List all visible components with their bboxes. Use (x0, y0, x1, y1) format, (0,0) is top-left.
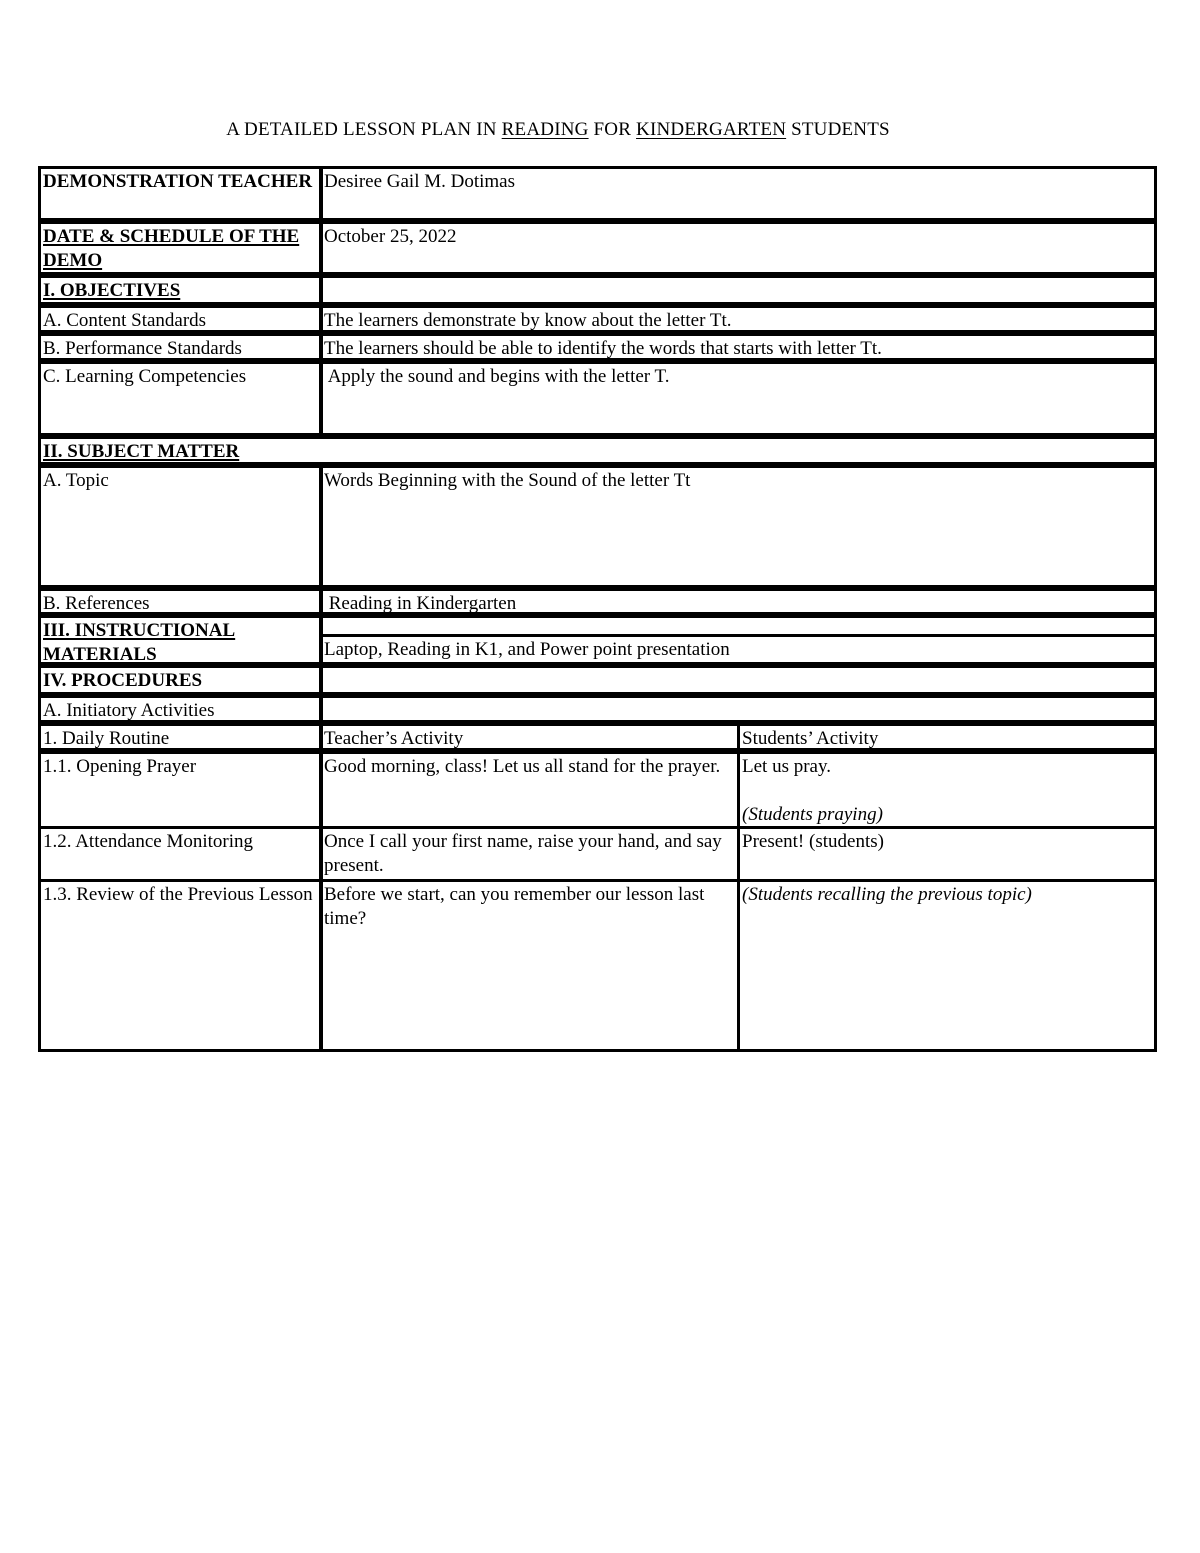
opening-prayer-label-cell (38, 751, 323, 829)
references-value-cell (319, 588, 1157, 615)
title-level: KINDERGARTEN (636, 119, 787, 140)
objectives-empty-cell (319, 275, 1157, 305)
date-label-cell (38, 221, 323, 275)
procedures-empty-cell (319, 665, 1157, 695)
review-student-cell (737, 879, 1157, 1052)
initiatory-empty-cell (319, 695, 1157, 723)
daily-routine-label-cell (38, 723, 323, 751)
opening-prayer-student-cell (737, 751, 1157, 829)
opening-prayer-teacher-cell (319, 751, 740, 829)
teacher-activity-header-cell (319, 723, 740, 751)
attendance-student-cell (737, 826, 1157, 882)
opening-prayer-student-text: Let us pray. (742, 756, 831, 777)
materials-heading: III. INSTRUCTIONAL MATERIALS (43, 620, 236, 665)
review-student-note: (Students recalling the previous topic) (742, 884, 1032, 905)
title-subject: READING (501, 119, 589, 140)
topic-label: A. Topic (43, 470, 109, 491)
opening-prayer-teacher-text: Good morning, class! Let us all stand for the prayer. (324, 756, 721, 777)
teacher-label-cell (38, 166, 323, 221)
review-teacher-text: Before we start, can you remember our lesson last time? (324, 884, 705, 929)
content-standards-label: A. Content Standards (43, 310, 207, 331)
review-teacher-cell (319, 879, 740, 1052)
teacher-value-cell (319, 166, 1157, 221)
teacher-value: Desiree Gail M. Dotimas (324, 171, 516, 192)
review-label-cell (38, 879, 323, 1052)
performance-standards-value: The learners should be able to identify the words that starts with letter Tt. (324, 338, 882, 359)
date-label: DATE & SCHEDULE OF THE DEMO (43, 226, 300, 271)
review-label: 1.3. Review of the Previous Lesson (43, 884, 313, 905)
materials-heading-cell (38, 615, 323, 665)
subject-matter-heading: II. SUBJECT MATTER (43, 441, 240, 462)
attendance-teacher-text: Once I call your first name, raise your hand, and say present. (324, 831, 722, 876)
content-standards-label-cell (38, 305, 323, 333)
competencies-label-cell (38, 361, 323, 436)
performance-standards-value-cell (319, 333, 1157, 361)
references-label-cell (38, 588, 323, 615)
topic-value: Words Beginning with the Sound of the letter Tt (324, 470, 691, 491)
attendance-label-cell (38, 826, 323, 882)
materials-value: Laptop, Reading in K1, and Power point presentation (324, 639, 730, 660)
competencies-label: C. Learning Competencies (43, 366, 247, 387)
content-standards-value: The learners demonstrate by know about the letter Tt. (324, 310, 732, 331)
topic-value-cell (319, 465, 1157, 588)
attendance-student-text: Present! (students) (742, 831, 884, 852)
references-label: B. References (43, 593, 150, 614)
attendance-label: 1.2. Attendance Monitoring (43, 831, 254, 852)
performance-standards-label: B. Performance Standards (43, 338, 242, 359)
subject-matter-heading-cell (38, 436, 1157, 465)
teacher-label: DEMONSTRATION TEACHER (43, 171, 313, 192)
competencies-value: Apply the sound and begins with the letter T. (324, 366, 670, 387)
references-value: Reading in Kindergarten (324, 593, 517, 614)
title-prefix: A DETAILED LESSON PLAN IN (226, 119, 502, 140)
students-activity-header-cell (737, 723, 1157, 751)
teacher-activity-header: Teacher’s Activity (324, 728, 464, 749)
title-middle: FOR (588, 119, 637, 140)
content-standards-value-cell (319, 305, 1157, 333)
date-value: October 25, 2022 (324, 226, 457, 247)
competencies-value-cell (319, 361, 1157, 436)
procedures-heading-cell (38, 665, 323, 695)
students-activity-header: Students’ Activity (742, 728, 879, 749)
materials-value-cell (319, 634, 1157, 665)
attendance-teacher-cell (319, 826, 740, 882)
initiatory-label: A. Initiatory Activities (43, 700, 215, 721)
daily-routine-label: 1. Daily Routine (43, 728, 170, 749)
initiatory-label-cell (38, 695, 323, 723)
performance-standards-label-cell (38, 333, 323, 361)
objectives-heading-cell (38, 275, 323, 305)
title-suffix: STUDENTS (786, 119, 890, 140)
procedures-heading: IV. PROCEDURES (43, 670, 203, 691)
document-title (0, 119, 1116, 141)
topic-label-cell (38, 465, 323, 588)
opening-prayer-label: 1.1. Opening Prayer (43, 756, 197, 777)
opening-prayer-student-note: (Students praying) (742, 804, 883, 825)
date-value-cell (319, 221, 1157, 275)
objectives-heading: I. OBJECTIVES (43, 280, 181, 301)
